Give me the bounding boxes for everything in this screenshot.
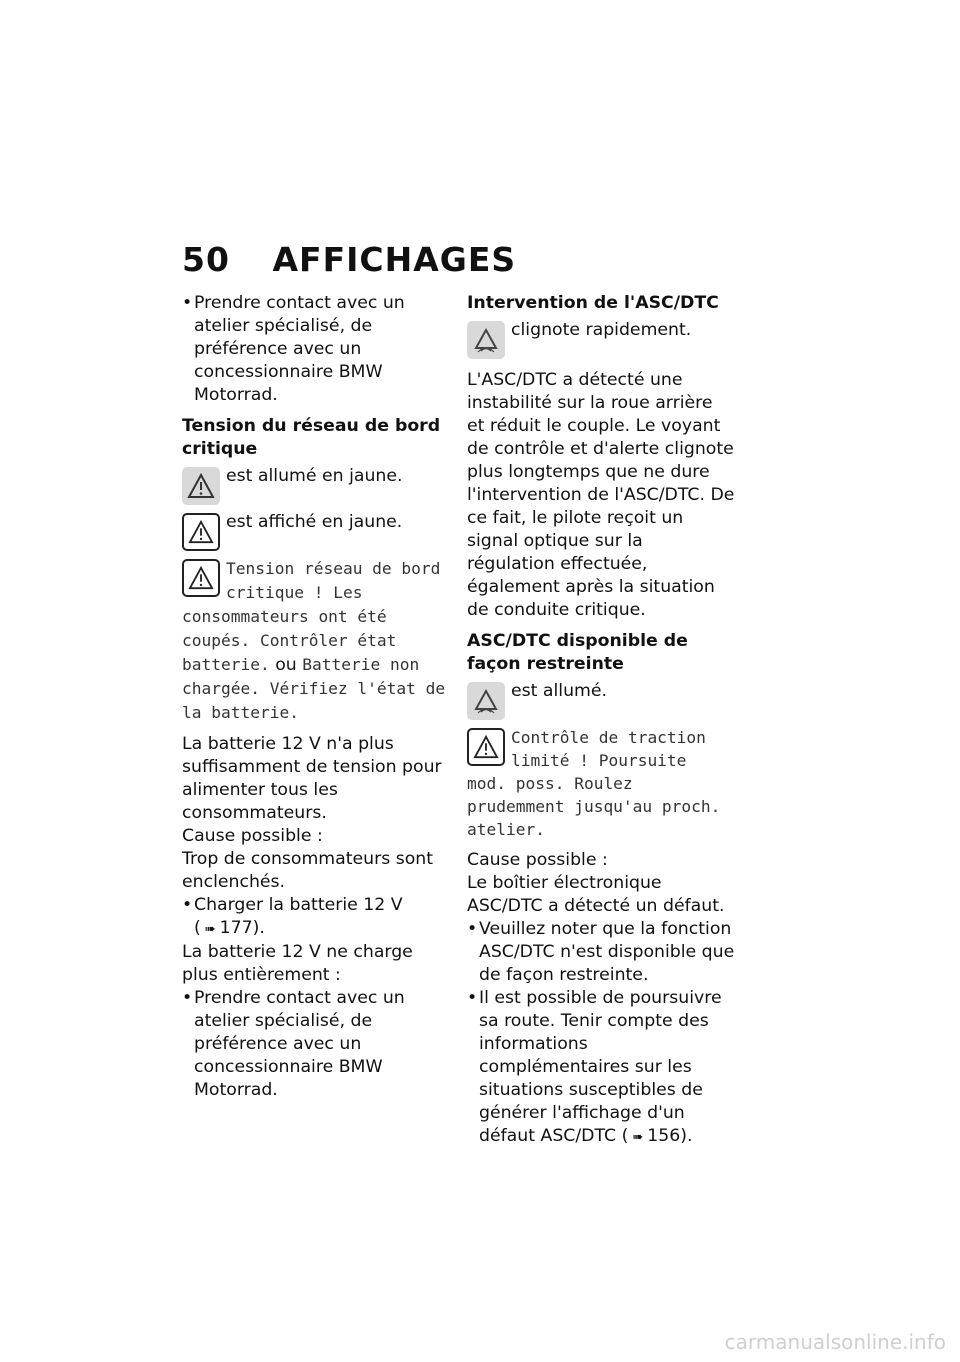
warning-triangle-icon (182, 467, 220, 505)
page-reference-arrow-icon: ➠ (204, 922, 216, 937)
display-message-text: Contrôle de traction limité ! Poursuite mod. poss. Roulez prudemment jusqu'au proch. atelier. (467, 728, 721, 839)
paragraph: L'ASC/DTC a détecté une instabilité sur la roue arrière et réduit le couple. Le voyant de contrôle et d'alerte clignote plus longtemps que ne dure l'intervention de l'ASC/DTC. De ce fait, le pilote reçoit un signal optique sur la régulation effectuée, également après la situation de conduite critique. (467, 370, 735, 620)
display-text: est affiché en jaune. (226, 512, 403, 532)
page-reference-arrow-icon: ➠ (632, 1130, 644, 1145)
section-heading: Tension du réseau de bord critique (182, 416, 441, 459)
display-message-text: Tension réseau de bord critique ! Les consommateurs ont été coupés. Contrôler état batterie. (182, 559, 441, 674)
asc-dtc-icon (467, 321, 505, 359)
display-message (182, 557, 450, 725)
list-item: • Prendre contact avec un atelier spécialisé, de préférence avec un concessionnaire BMW Motorrad. (182, 987, 450, 1102)
list-item: • Prendre contact avec un atelier spécialisé, de préférence avec un concessionnaire BMW Motorrad. (182, 292, 450, 407)
paragraph: Trop de consommateurs sont enclenchés. (182, 849, 433, 892)
page-title: AFFICHAGES (272, 240, 517, 279)
page-header (182, 240, 516, 279)
indicator-row (467, 319, 735, 361)
right-column (467, 292, 735, 1149)
page-reference: 156). (647, 1126, 693, 1146)
watermark: carmanualsonline.info (724, 1330, 946, 1354)
indicator-text: est allumé. (511, 681, 608, 701)
list-item: • Veuillez noter que la fonction ASC/DTC n'est disponible que de façon restreinte. (467, 918, 735, 987)
paragraph: La batterie 12 V n'a plus suffisamment de tension pour alimenter tous les consommateurs. (182, 734, 442, 823)
warning-triangle-icon (467, 728, 505, 766)
display-message-text: Batterie non chargée. Vérifiez l'état de la batterie. (182, 655, 446, 722)
left-column (182, 292, 450, 1102)
cause-label: Cause possible : (182, 826, 323, 846)
paragraph: Le boîtier électronique ASC/DTC a détecté un défaut. (467, 873, 725, 916)
section-heading: ASC/DTC disponible de façon restreinte (467, 631, 688, 674)
indicator-text: clignote rapidement. (511, 320, 692, 340)
paragraph: La batterie 12 V ne charge plus entièrement : (182, 942, 413, 985)
section-heading: Intervention de l'ASC/DTC (467, 293, 719, 313)
page-reference: 177). (219, 918, 265, 938)
indicator-text: est allumé en jaune. (226, 466, 403, 486)
connector-text: ou (275, 655, 297, 675)
cause-label: Cause possible : (467, 850, 608, 870)
list-item: • Charger la batterie 12 V ( ➠ 177). (182, 894, 450, 941)
warning-triangle-icon (182, 513, 220, 551)
indicator-row (467, 680, 735, 722)
list-item: • Il est possible de poursuivre sa route. Tenir compte des informations complémentaires sur les situations susceptibles de générer l'affichage d'un défaut ASC/DTC ( ➠ 156). (467, 987, 735, 1149)
display-row (182, 511, 450, 553)
asc-dtc-icon (467, 682, 505, 720)
display-message (467, 726, 735, 841)
warning-triangle-icon (182, 559, 220, 597)
page-number: 50 (182, 240, 230, 279)
indicator-row (182, 465, 450, 507)
